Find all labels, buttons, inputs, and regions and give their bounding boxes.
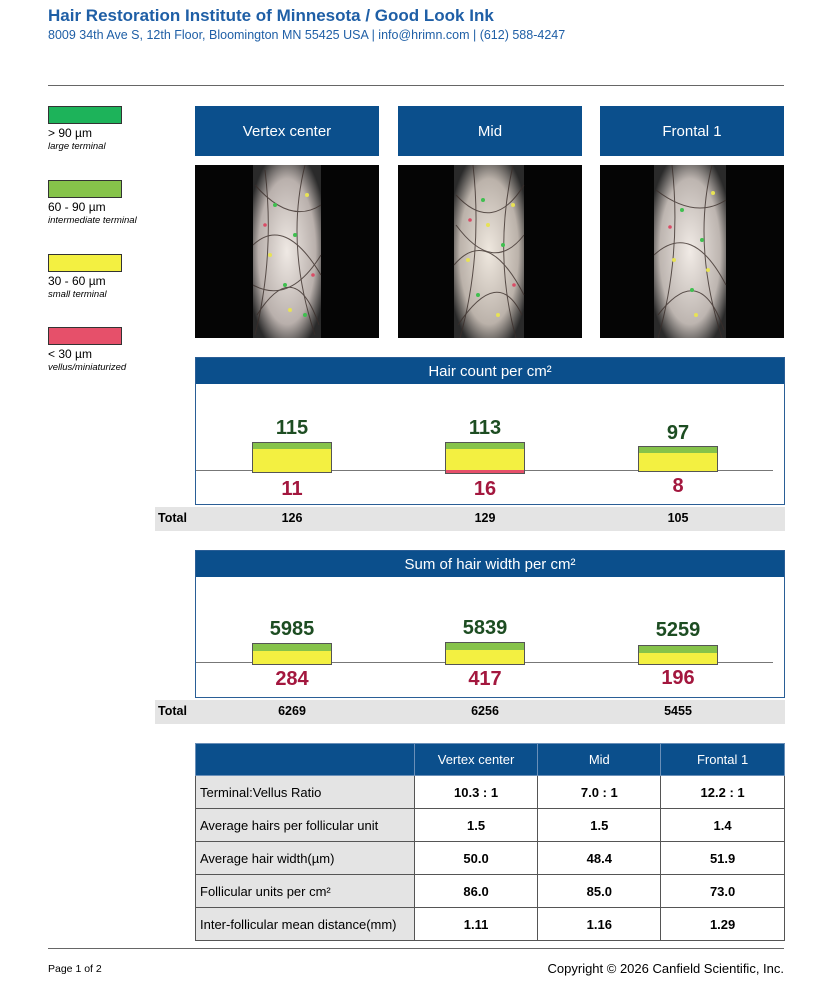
row-label: Follicular units per cm² [196, 875, 415, 908]
scalp-image-graphic [398, 165, 582, 338]
legend-label: > 90 µm [48, 126, 92, 140]
legend-swatch [48, 254, 122, 272]
scalp-image-mid[interactable] [398, 165, 582, 338]
scalp-image-frontal-1[interactable] [600, 165, 784, 338]
hair-width-total-row [155, 700, 785, 724]
legend-swatch [48, 180, 122, 198]
total-label: Total [158, 704, 187, 718]
copyright: Copyright © 2026 Canfield Scientific, Inc. [547, 961, 784, 976]
report-contact-line: 8009 34th Ave S, 12th Floor, Bloomington MN 55425 USA | info@hrimn.com | (612) 588-4247 [48, 28, 566, 42]
legend-desc: vellus/miniaturized [48, 362, 127, 373]
table-row [196, 875, 785, 908]
scalp-image-graphic [195, 165, 379, 338]
hair-width-vellus-vertex: 284 [275, 668, 309, 690]
cell-value: 50.0 [414, 842, 538, 875]
cell-value: 10.3 : 1 [414, 776, 538, 809]
cell-value: 73.0 [661, 875, 785, 908]
report-title: Hair Restoration Institute of Minnesota / Good Look Ink [48, 6, 494, 25]
hair-count-vellus-frontal: 8 [672, 475, 684, 497]
hair-count-vellus-mid: 16 [473, 478, 497, 500]
row-label: Average hairs per follicular unit [196, 809, 415, 842]
site-header-frontal-1: Frontal 1 [600, 106, 784, 156]
legend-label: < 30 µm [48, 347, 92, 361]
footer-divider [48, 948, 784, 949]
legend-desc: small terminal [48, 289, 107, 300]
table-row [196, 842, 785, 875]
hair-count-bar-frontal [638, 446, 718, 472]
hair-width-title: Sum of hair width per cm² [196, 551, 784, 577]
page-number: Page 1 of 2 [48, 963, 102, 975]
table-row [196, 776, 785, 809]
table-row [196, 908, 785, 941]
metrics-table [195, 743, 785, 941]
cell-value: 7.0 : 1 [538, 776, 661, 809]
site-header-vertex-center: Vertex center [195, 106, 379, 156]
hair-count-terminal-mid: 113 [468, 417, 502, 439]
legend-item-large-terminal [48, 106, 122, 152]
legend-item-vellus [48, 327, 126, 373]
hair-width-total-frontal: 5455 [664, 704, 692, 718]
legend-desc: large terminal [48, 141, 106, 152]
hair-width-vellus-frontal: 196 [661, 667, 695, 689]
hair-count-total-vertex: 126 [281, 511, 303, 525]
cell-value: 1.4 [661, 809, 785, 842]
hair-width-bar-frontal [638, 645, 718, 665]
hair-width-total-vertex: 6269 [278, 704, 306, 718]
scalp-image-graphic [600, 165, 784, 338]
scalp-image-vertex-center[interactable] [195, 165, 379, 338]
metrics-col-mid: Mid [538, 744, 661, 776]
hair-count-terminal-vertex: 115 [275, 417, 309, 439]
header-divider [48, 85, 784, 86]
cell-value: 1.29 [661, 908, 785, 941]
hair-width-total-mid: 6256 [471, 704, 499, 718]
hair-width-terminal-mid: 5839 [462, 617, 508, 639]
row-label: Terminal:Vellus Ratio [196, 776, 415, 809]
legend-label: 60 - 90 µm [48, 200, 106, 214]
hair-count-vellus-vertex: 11 [281, 478, 303, 500]
legend-desc: intermediate terminal [48, 215, 137, 226]
hair-count-bar-vertex [252, 442, 332, 473]
legend-label: 30 - 60 µm [48, 274, 106, 288]
cell-value: 48.4 [538, 842, 661, 875]
hair-width-bar-vertex [252, 643, 332, 665]
cell-value: 12.2 : 1 [661, 776, 785, 809]
hair-width-vellus-mid: 417 [468, 668, 502, 690]
legend-item-intermediate-terminal [48, 180, 137, 226]
cell-value: 1.5 [414, 809, 538, 842]
legend-swatch [48, 327, 122, 345]
hair-count-total-row [155, 507, 785, 531]
row-label: Average hair width(µm) [196, 842, 415, 875]
metrics-header-row [196, 744, 785, 776]
cell-value: 1.5 [538, 809, 661, 842]
cell-value: 1.11 [414, 908, 538, 941]
hair-count-total-frontal: 105 [667, 511, 689, 525]
site-header-mid: Mid [398, 106, 582, 156]
hair-count-bar-mid [445, 442, 525, 474]
hair-width-terminal-frontal: 5259 [655, 619, 701, 641]
metrics-col-frontal-1: Frontal 1 [661, 744, 785, 776]
legend-item-small-terminal [48, 254, 122, 300]
row-label: Inter-follicular mean distance(mm) [196, 908, 415, 941]
hair-count-title: Hair count per cm² [196, 358, 784, 384]
hair-width-terminal-vertex: 5985 [269, 618, 315, 640]
legend-swatch [48, 106, 122, 124]
metrics-col-vertex-center: Vertex center [414, 744, 538, 776]
hair-count-terminal-frontal: 97 [666, 422, 690, 444]
cell-value: 86.0 [414, 875, 538, 908]
table-row [196, 809, 785, 842]
metrics-header-blank [196, 744, 415, 776]
total-label: Total [158, 511, 187, 525]
cell-value: 85.0 [538, 875, 661, 908]
hair-count-total-mid: 129 [474, 511, 496, 525]
cell-value: 1.16 [538, 908, 661, 941]
hair-width-bar-mid [445, 642, 525, 665]
cell-value: 51.9 [661, 842, 785, 875]
